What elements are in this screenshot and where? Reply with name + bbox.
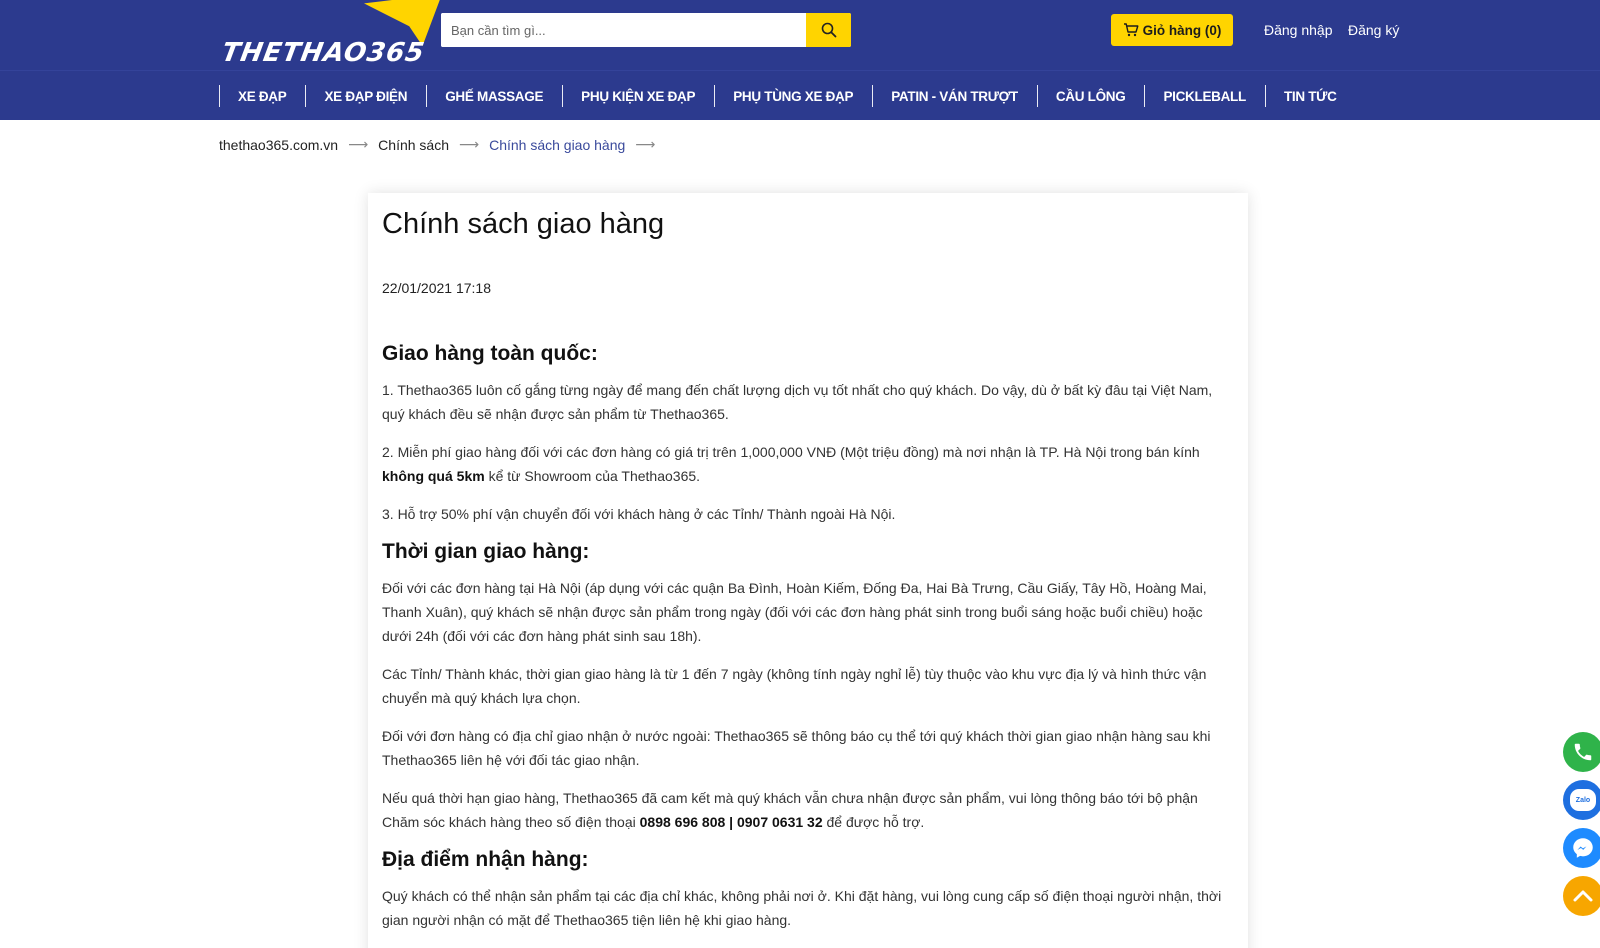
paragraph: Quý khách có thể nhận sản phẩm tại các địa chỉ khác, không phải nơi ở. Khi đặt hàng, vui lòng cung cấp số điện thoại người nhận, thời gian người nhận có mặt để Thethao365 tiện liên hệ khi giao hàng. bbox=[382, 888, 1222, 928]
phone-button[interactable] bbox=[1563, 732, 1600, 772]
page-title: Chính sách giao hàng bbox=[382, 208, 665, 240]
paragraph: 1. Thethao365 luôn cố gắng từng ngày để mang đến chất lượng dịch vụ tốt nhất cho quý khách. Do vậy, dù ở bất kỳ đâu tại Việt Nam, quý khách đều sẽ nhận được sản phẩm từ Thethao365. bbox=[382, 382, 1213, 422]
nav-item-ghe-massage[interactable]: GHẾ MASSAGE bbox=[426, 71, 562, 121]
nav-item-xe-dap-dien[interactable]: XE ĐẠP ĐIỆN bbox=[305, 71, 426, 121]
search-bar bbox=[441, 13, 851, 47]
cart-button[interactable] bbox=[1111, 14, 1233, 46]
paragraph: Nếu quá thời hạn giao hàng, Thethao365 đã cam kết mà quý khách vẫn chưa nhận được sản phẩm, vui lòng thông báo tới bộ phận Chăm sóc khách hàng theo số điện thoại 0898 696 808 | 0907 0631 32 để được hỗ trợ. bbox=[382, 790, 1198, 830]
paragraph: 3. Hỗ trợ 50% phí vận chuyển đối với khách hàng ở các Tỉnh/ Thành ngoài Hà Nội. bbox=[382, 506, 896, 522]
back-to-top-button[interactable] bbox=[1563, 876, 1600, 916]
register-link[interactable]: Đăng ký bbox=[1348, 22, 1400, 38]
cart-icon bbox=[1123, 23, 1139, 37]
nav-item-xe-dap[interactable]: XE ĐẠP bbox=[219, 71, 305, 121]
section-heading-pickup-location: Địa điểm nhận hàng: bbox=[382, 848, 589, 871]
breadcrumb-current[interactable]: Chính sách giao hàng bbox=[489, 136, 626, 153]
messenger-icon bbox=[1570, 835, 1596, 861]
article-content bbox=[382, 206, 1228, 932]
paragraph: Đối với các đơn hàng tại Hà Nội (áp dụng với các quận Ba Đình, Hoàn Kiếm, Đống Đa, Hai Bà Trưng, Cầu Giấy, Tây Hồ, Hoàng Mai, Thanh Xuân), quý khách sẽ nhận được sản phẩm trong ngày (đối với các đơn hàng phát sinh trong buổi sáng hoặc buổi chiều) hoặc dưới 24h (đối với các đơn hàng phát sinh sau 18h). bbox=[382, 580, 1207, 644]
login-link[interactable]: Đăng nhập bbox=[1264, 22, 1333, 38]
logo-text: THETHAO365 bbox=[219, 38, 428, 68]
header bbox=[0, 0, 1600, 70]
nav-item-phu-kien-xe-dap[interactable]: PHỤ KIỆN XE ĐẠP bbox=[562, 71, 714, 121]
search-button[interactable] bbox=[806, 13, 851, 47]
cart-label: Giỏ hàng (0) bbox=[1142, 22, 1222, 38]
breadcrumb-home[interactable]: thethao365.com.vn bbox=[219, 136, 339, 153]
zalo-button[interactable] bbox=[1563, 780, 1600, 820]
main-nav bbox=[219, 71, 1356, 121]
paragraph: Đối với đơn hàng có địa chỉ giao nhận ở nước ngoài: Thethao365 sẽ thông báo cụ thể tới quý khách thời gian giao nhận hàng sau khi Thethao365 liên hệ với đối tác giao nhận. bbox=[382, 728, 1211, 768]
breadcrumb-arrow-icon: ⟶ bbox=[348, 136, 369, 152]
messenger-button[interactable] bbox=[1563, 828, 1600, 868]
site-logo[interactable] bbox=[219, 0, 437, 68]
nav-item-pickleball[interactable]: PICKLEBALL bbox=[1144, 71, 1265, 121]
phone-numbers: 0898 696 808 | 0907 0631 32 bbox=[639, 814, 823, 830]
zalo-icon: Zalo bbox=[1570, 789, 1596, 811]
nav-item-phu-tung-xe-dap[interactable]: PHỤ TÙNG XE ĐẠP bbox=[714, 71, 872, 121]
breadcrumb-arrow-icon: ⟶ bbox=[459, 136, 480, 152]
section-heading-nationwide: Giao hàng toàn quốc: bbox=[382, 342, 598, 365]
paragraph: Các Tỉnh/ Thành khác, thời gian giao hàng là từ 1 đến 7 ngày (không tính ngày nghỉ lễ) tùy thuộc vào khu vực địa lý và hình thức vận chuyển mà quý khách lựa chọn. bbox=[382, 666, 1207, 706]
search-input[interactable] bbox=[441, 13, 806, 47]
breadcrumb bbox=[219, 136, 665, 153]
bold-text: không quá 5km bbox=[382, 468, 485, 484]
main-nav-bar bbox=[0, 70, 1600, 120]
nav-item-tin-tuc[interactable]: TIN TỨC bbox=[1265, 71, 1356, 121]
article-date: 22/01/2021 17:18 bbox=[382, 280, 491, 296]
nav-item-patin-van-truot[interactable]: PATIN - VÁN TRƯỢT bbox=[872, 71, 1037, 121]
nav-item-cau-long[interactable]: CẦU LÔNG bbox=[1037, 71, 1145, 121]
search-icon bbox=[821, 22, 837, 38]
chevron-up-icon bbox=[1571, 884, 1595, 908]
paragraph: 2. Miễn phí giao hàng đối với các đơn hàng có giá trị trên 1,000,000 VNĐ (Một triệu đồng) mà nơi nhận là TP. Hà Nội trong bán kính không quá 5km kể từ Showroom của Thethao365. bbox=[382, 444, 1200, 484]
phone-icon bbox=[1572, 741, 1594, 763]
breadcrumb-arrow-icon: ⟶ bbox=[635, 136, 656, 152]
breadcrumb-section[interactable]: Chính sách bbox=[378, 136, 449, 153]
section-heading-delivery-time: Thời gian giao hàng: bbox=[382, 540, 590, 563]
